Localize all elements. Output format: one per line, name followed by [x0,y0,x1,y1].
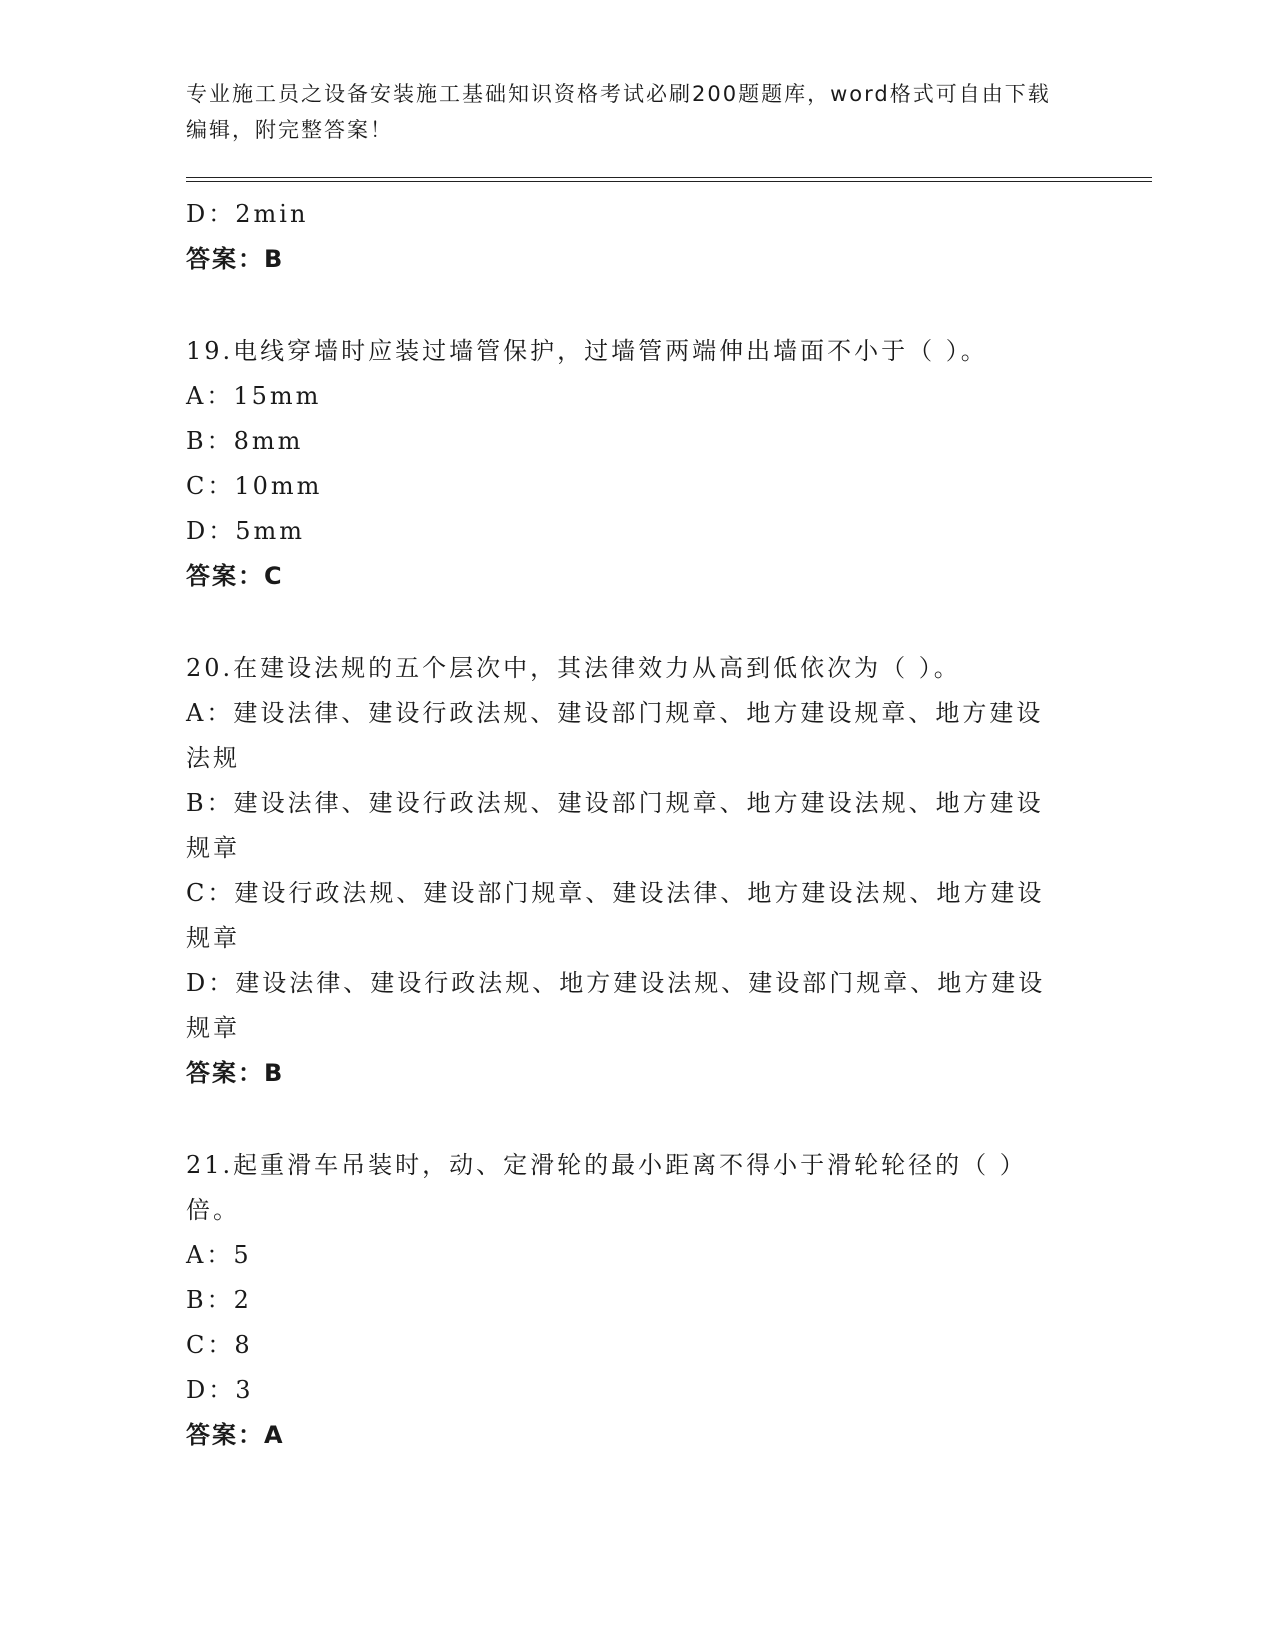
question-21 [186,1143,1066,1458]
option-a: A：5 [186,1241,252,1269]
option-d: D：建设法律、建设行政法规、地方建设法规、建设部门规章、地方建设规章 [186,969,1046,1042]
option-b: B：建设法律、建设行政法规、建设部门规章、地方建设法规、地方建设规章 [186,789,1044,862]
page-header: 专业施工员之设备安装施工基础知识资格考试必刷200题题库，word格式可自由下载编辑，附完整答案！ [186,82,1051,142]
question-answer: 答案：C [186,562,284,590]
question-answer: 答案：B [186,1059,285,1087]
option-d: D：5mm [186,517,306,545]
question-stem: 20.在建设法规的五个层次中，其法律效力从高到低依次为（ ）。 [186,654,961,682]
option-a: A：15mm [186,382,322,410]
question-answer: 答案：A [186,1421,285,1449]
option-c: C：10mm [186,472,323,500]
question-stem: 19.电线穿墙时应装过墙管保护，过墙管两端伸出墙面不小于（ ）。 [186,337,988,365]
question-20 [186,646,1066,1096]
option-b: B：2 [186,1286,252,1314]
header-divider [186,177,1152,182]
prev-question-answer: 答案：B [186,245,285,273]
question-19 [186,329,1066,599]
option-d: D：3 [186,1376,254,1404]
prev-question-option-d: D：2min [186,200,309,228]
option-c: C：建设行政法规、建设部门规章、建设法律、地方建设法规、地方建设规章 [186,879,1045,952]
option-c: C：8 [186,1331,253,1359]
option-b: B：8mm [186,427,304,455]
question-stem: 21.起重滑车吊装时，动、定滑轮的最小距离不得小于滑轮轮径的（ ）倍。 [186,1151,1027,1224]
option-a: A：建设法律、建设行政法规、建设部门规章、地方建设规章、地方建设法规 [186,699,1044,772]
document-body [186,192,1066,1458]
